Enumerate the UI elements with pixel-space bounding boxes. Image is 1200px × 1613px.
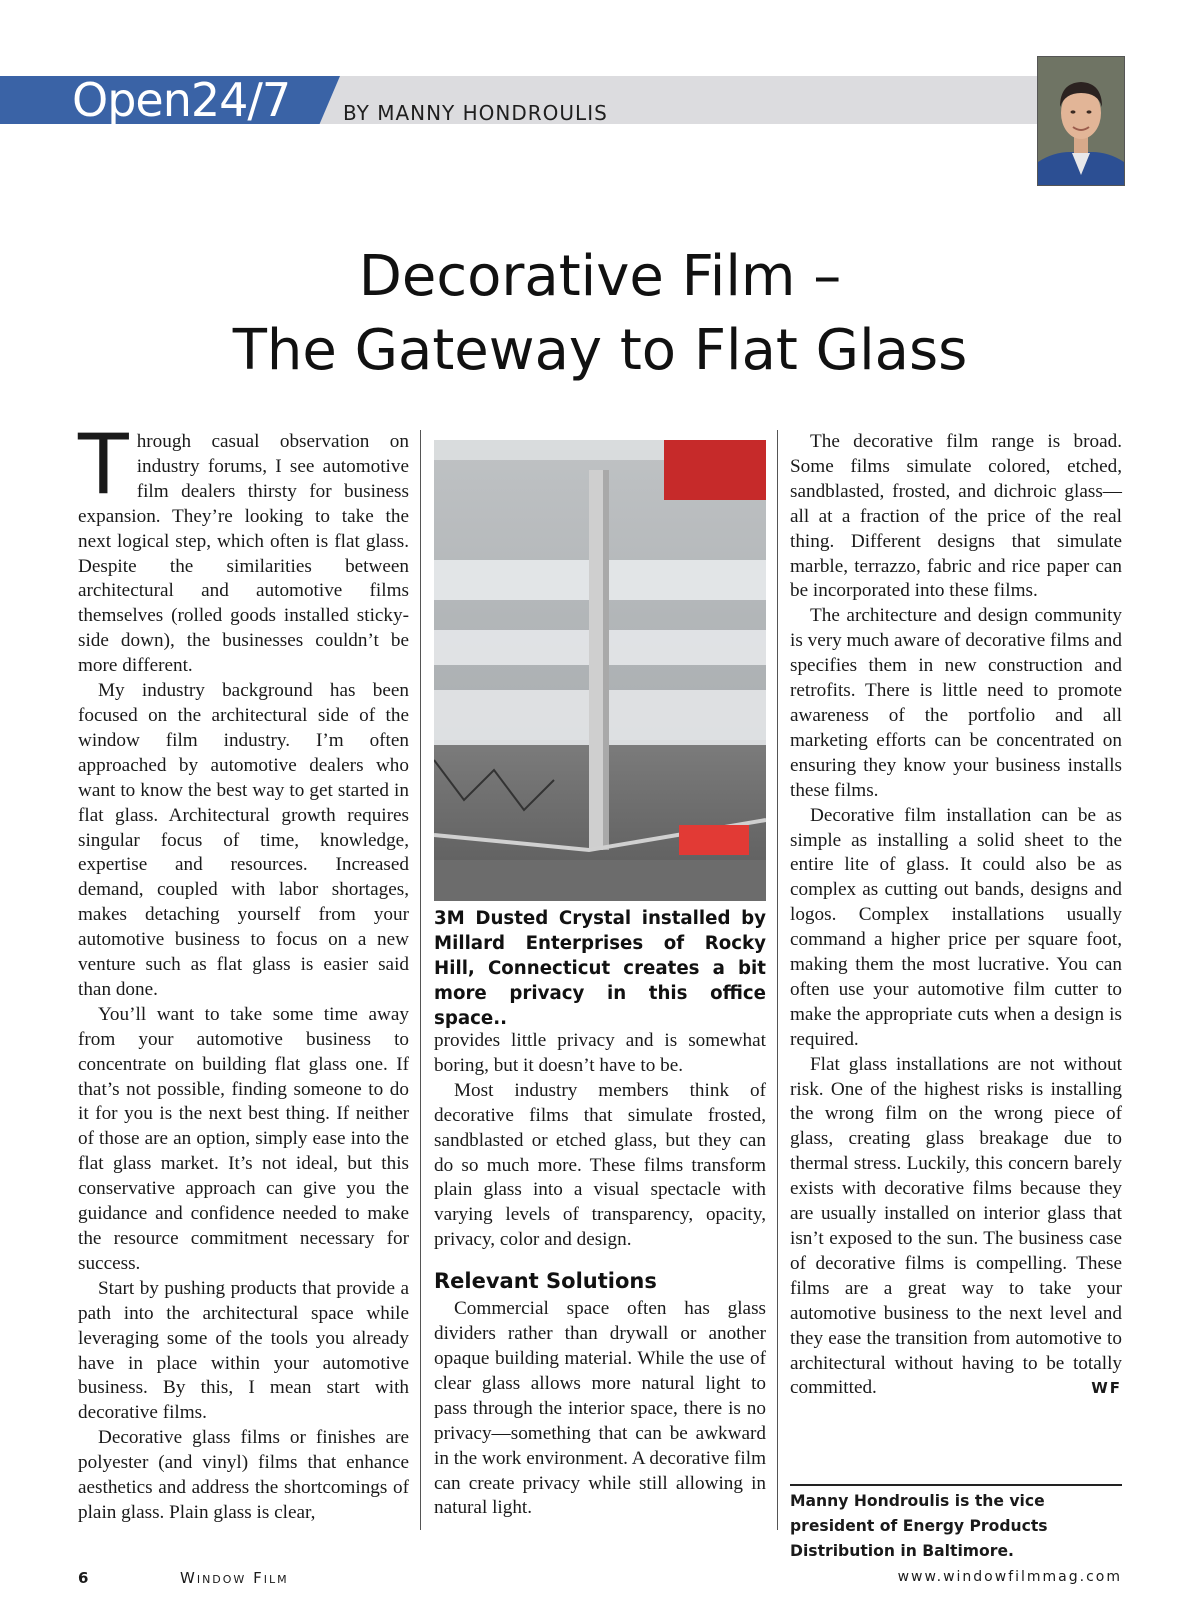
paragraph: The architecture and design community is very much aware of decorative films and specifies them in new construction and retrofits. There is little need to promote awareness of the portfolio and all marketing efforts can be concentrated on ensuring they know your business installs these films. — [790, 605, 1122, 801]
end-mark: WF — [1091, 1379, 1122, 1398]
paragraph — [78, 416, 409, 679]
bio-divider — [790, 1484, 1122, 1486]
paragraph-text: Flat glass installations are not without risk. One of the highest risks is installing the wrong film on the wrong piece of glass, creating glass breakage due to thermal stress. Luckily, this concern barely exists with decorative films because they are usually installed on interior glass that isn’t exposed to the sun. The business case of decorative films is compelling. These films are a great way to take your automotive business to the next level and they ease the transition from automotive to architectural without having to be totally committed. — [790, 1053, 1122, 1399]
office-glass-photo — [434, 440, 766, 901]
article-title-line-2: The Gateway to Flat Glass — [232, 318, 968, 383]
paragraph: You’ll want to take some time away from your automotive business to concentrate on building flat glass one. If that’s not possible, finding someone to do it for you is the next best thing. If neither of those are an option, simply ease into the flat glass market. It’s not ideal, but this conservative approach can give you the guidance and confidence needed to make the resource commitment necessary for success. — [78, 1003, 409, 1274]
paragraph: Most industry members think of decorative films that simulate frosted, sandblasted or etched glass, but they can do so much more. These films transform plain glass into a visual spectacle with varying levels of transparency, opacity, privacy, color and design. — [434, 1079, 766, 1251]
article-column-2 — [434, 1029, 766, 1521]
drop-cap: T — [78, 416, 129, 513]
photo-caption: 3M Dusted Crystal installed by Millard Enterprises of Rocky Hill, Connecticut creates a bit more privacy in this office space.. — [434, 908, 766, 1029]
paragraph: Start by pushing products that provide a path into the architectural space while leveraging some of the tools you already have in place within your automotive business. By this, I mean start with decorative films. — [78, 1277, 409, 1424]
column-divider-right — [777, 430, 778, 1530]
section-heading: Relevant Solutions — [434, 1269, 657, 1294]
paragraph: Decorative glass films or finishes are polyester (and vinyl) films that enhance aesthetics and address the shortcomings of plain glass. Plain glass is clear, — [78, 1427, 409, 1523]
article-column-1 — [78, 416, 409, 1526]
column-logo: Open24/7 — [72, 73, 291, 127]
paragraph-text: hrough casual observation on industry forums, I see automotive film dealers thirsty for business expansion. They’re looking to take the next logical step, which often is flat glass. Despite the similarities between architectural and automotive films themselves (rolled goods installed sticky-side down), the businesses couldn’t be more different. — [78, 431, 409, 677]
article-column-3 — [790, 430, 1122, 1401]
byline: BY MANNY HONDROULIS — [343, 101, 608, 125]
paragraph — [790, 1053, 1122, 1402]
author-photo — [1037, 56, 1125, 186]
paragraph: Decorative film installation can be as simple as installing a solid sheet to the entire lite of glass. It could also be as complex as cutting out bands, designs and logos. Complex installations usually command a higher price per square foot, making them the most lucrative. You can often use your automotive film cutter to make the appropriate cuts when a design is required. — [790, 804, 1122, 1050]
paragraph: Commercial space often has glass dividers rather than drywall or another opaque building material. While the use of clear glass allows more natural light to pass through the interior space, there is no privacy—something that can be awkward in the work environment. A decorative film can create privacy while still allowing in natural light. — [434, 1298, 766, 1519]
magazine-name: Window Film — [180, 1569, 289, 1587]
magazine-url[interactable]: www.windowfilmmag.com — [897, 1569, 1122, 1585]
article-title-line-1: Decorative Film – — [358, 244, 842, 309]
page-number: 6 — [78, 1569, 89, 1587]
paragraph: My industry background has been focused on the architectural side of the window film industry. I’m often approached by automotive dealers who want to know the best way to get started in flat glass. Architectural growth requires singular focus of time, knowledge, expertise and resources. Increased demand, coupled with labor shortages, makes detaching yourself from your automotive business to focus on a new venture such as flat glass is easier said than done. — [78, 680, 409, 1000]
paragraph: The decorative film range is broad. Some films simulate colored, etched, sandblasted, frosted, and dichroic glass—all at a fraction of the price of the real thing. Different designs that simulate marble, terrazzo, fabric and rice paper can be incorporated into these films. — [790, 431, 1122, 602]
paragraph: provides little privacy and is somewhat boring, but it doesn’t have to be. — [434, 1030, 766, 1076]
author-bio: Manny Hondroulis is the vice president of Energy Products Distribution in Baltimore. — [790, 1492, 1048, 1560]
column-divider-left — [420, 430, 421, 1530]
